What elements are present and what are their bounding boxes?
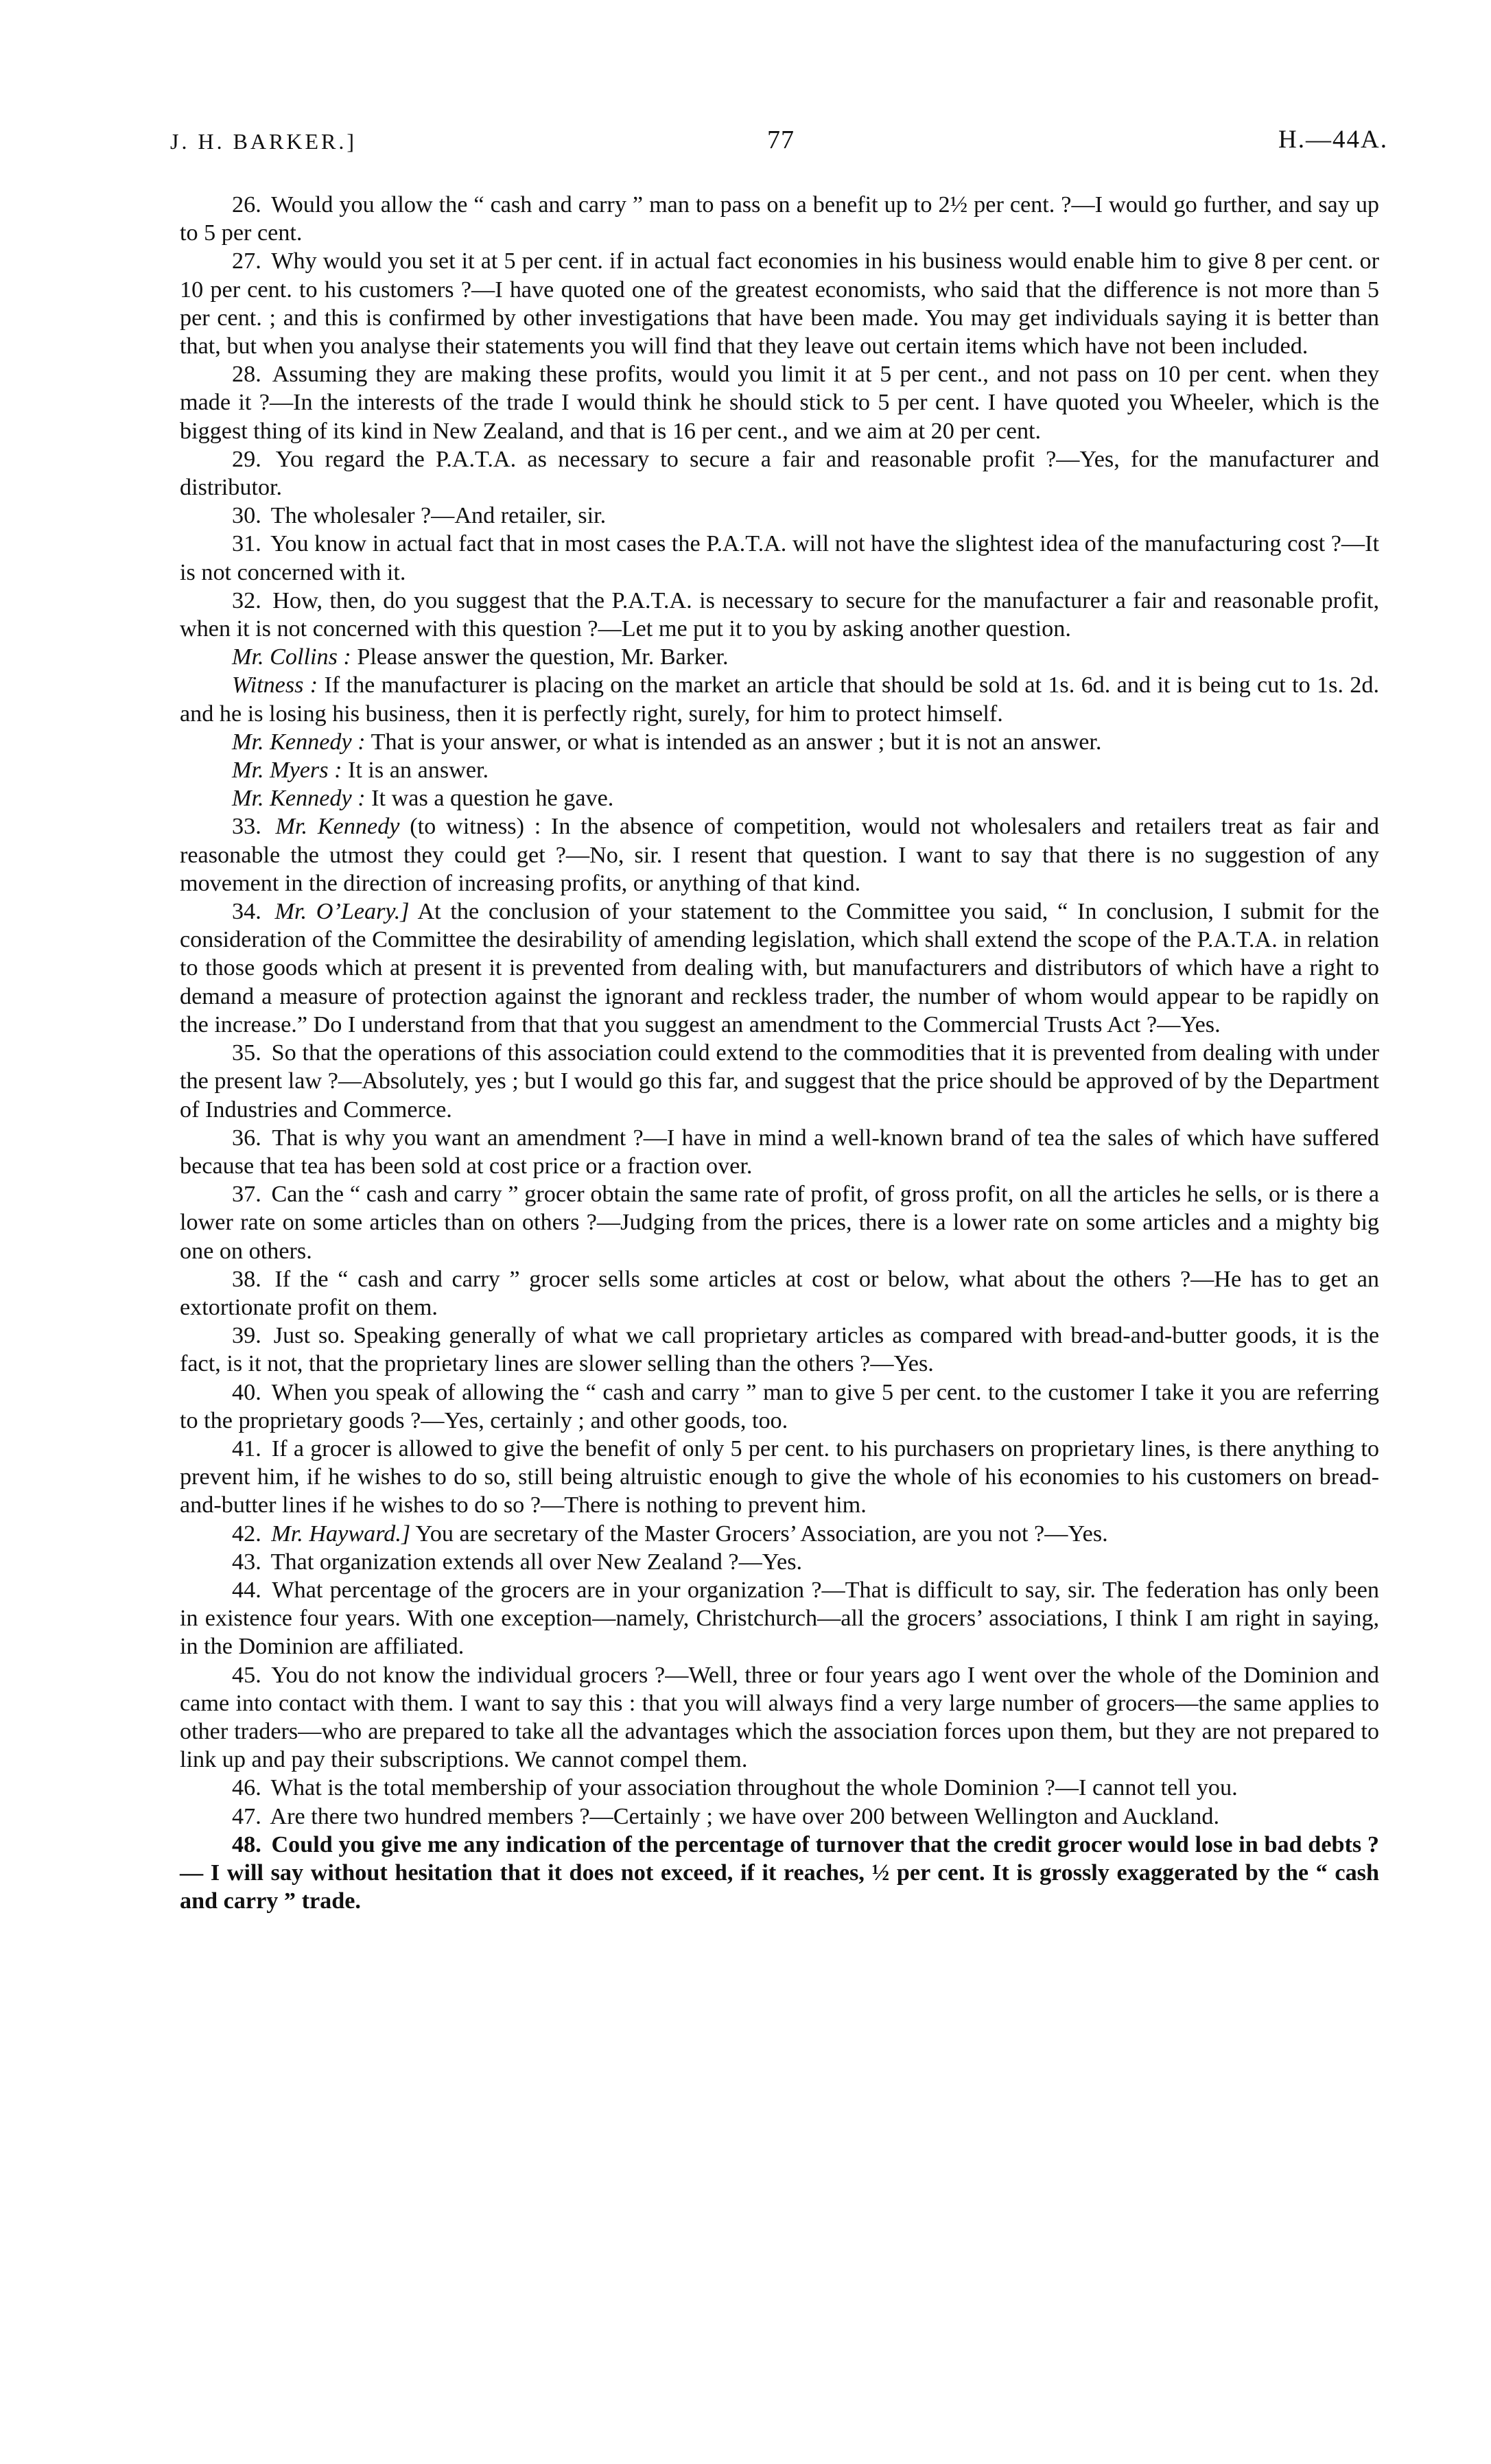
- question-40: 40. When you speak of allowing the “ cash and carry ” man to give 5 per cent. to the customer I take it you are referring to the proprietary goods ?—Yes, certainly ; and other goods, too.: [180, 1379, 1379, 1433]
- page-number: 77: [767, 126, 795, 154]
- paper-reference: H.—44A.: [1278, 126, 1388, 154]
- speaker-name: Mr. Myers :: [232, 758, 342, 784]
- transcript-body: [180, 191, 1379, 1915]
- question-35: 35. So that the operations of this association could extend to the commodities that it is prevented from dealing with under the present law ?—Absolutely, yes ; but I would go this far, and suggest that the price should be approved of by the Department of Industries and Commerce.: [180, 1040, 1379, 1123]
- speaker-name: Mr. Kennedy :: [232, 786, 366, 812]
- question-38: 38. If the “ cash and carry ” grocer sells some articles at cost or below, what about the others ?—He has to get an extortionate profit on them.: [180, 1266, 1380, 1320]
- question-43: 43. That organization extends all over New Zealand ?—Yes.: [232, 1549, 803, 1575]
- speaker-name: Mr. O’Leary.]: [274, 899, 410, 925]
- speaker-name: Witness :: [232, 672, 318, 699]
- question-29: 29. You regard the P.A.T.A. as necessary to secure a fair and reasonable profit ?—Yes, for the manufacturer and distributor.: [180, 446, 1380, 501]
- question-33: 33. Mr. Kennedy (to witness) : In the absence of competition, would not wholesalers and retailers treat as fair and reasonable the utmost they could get ?—No, sir. I resent that question. I want to say that there is no suggestion of any movement in the direction of increasing profits, or anything of that kind.: [180, 814, 1380, 896]
- question-48: 48. Could you give me any indication of the percentage of turnover that the credit grocer would lose in bad debts ? — I will say without hesitation that it does not exceed, if it reaches, ½ per cent. It is grossly exaggerated by the “ cash and carry ” trade.: [180, 1831, 1380, 1914]
- speaker-statement: Mr. Kennedy : It was a question he gave.: [232, 786, 614, 812]
- question-42: 42. Mr. Hayward.] You are secretary of the Master Grocers’ Association, are you not ?—Yes.: [232, 1521, 1108, 1547]
- speaker-name: Mr. Hayward.]: [271, 1521, 411, 1547]
- question-32: 32. How, then, do you suggest that the P.A.T.A. is necessary to secure for the manufacturer a fair and reasonable profit, when it is not concerned with this question ?—Let me put it to you by asking another question.: [180, 587, 1380, 642]
- question-31: 31. You know in actual fact that in most cases the P.A.T.A. will not have the slightest idea of the manufacturing cost ?—It is not concerned with it.: [180, 531, 1379, 585]
- page-header: [170, 125, 1388, 166]
- question-39: 39. Just so. Speaking generally of what we call proprietary articles as compared with bread-and-butter goods, it is the fact, is it not, that the proprietary lines are slower selling than the others ?—Yes.: [180, 1323, 1380, 1377]
- question-30: 30. The wholesaler ?—And retailer, sir.: [232, 503, 607, 529]
- question-26: 26. Would you allow the “ cash and carry ” man to pass on a benefit up to 2½ per cent. ?—I would go further, and say up to 5 per cent.: [180, 192, 1380, 246]
- speaker-statement: Mr. Myers : It is an answer.: [232, 758, 489, 784]
- question-28: 28. Assuming they are making these profits, would you limit it at 5 per cent., and not pass on 10 per cent. when they made it ?—In the interests of the trade I would think he should stick to 5 per cent. I have quoted you Wheeler, which is the biggest thing of its kind in New Zealand, and that is 16 per cent., and we aim at 20 per cent.: [180, 362, 1379, 444]
- question-41: 41. If a grocer is allowed to give the benefit of only 5 per cent. to his purchasers on proprietary lines, is there anything to prevent him, if he wishes to do so, still being altruistic enough to give the whole of his economies to his customers on bread-and-butter lines if he wishes to do so ?—There is nothing to prevent him.: [180, 1435, 1380, 1518]
- question-44: 44. What percentage of the grocers are in your organization ?—That is difficult to say, sir. The federation has only been in existence four years. With one exception—namely, Christchurch—all the grocers’ associations, I think I am right in saying, in the Dominion are affiliated.: [180, 1577, 1379, 1660]
- question-27: 27. Why would you set it at 5 per cent. if in actual fact economies in his business would enable him to give 8 per cent. or 10 per cent. to his customers ?—I have quoted one of the greatest economists, who said that the difference is not more than 5 per cent. ; and this is confirmed by other investigations that have been made. You may get individuals saying it is better than that, but when you analyse their statements you will find that they leave out certain items which have not been included.: [180, 248, 1380, 360]
- speaker-statement: Mr. Collins : Please answer the question, Mr. Barker.: [232, 644, 729, 670]
- question-46: 46. What is the total membership of your association throughout the whole Dominion ?—I cannot tell you.: [232, 1775, 1238, 1801]
- question-34: 34. Mr. O’Leary.] At the conclusion of your statement to the Committee you said, “ In conclusion, I submit for the consideration of the Committee the desirability of amending legislation, which shall extend the scope of the P.A.T.A. in relation to those goods which at present it is prevented from dealing with, but manufacturers and distributors of which have a right to demand a measure of protection against the ignorant and reckless trader, the number of whom would appear to be rapidly on the increase.” Do I understand from that that you suggest an amendment to the Commercial Trusts Act ?—Yes.: [180, 899, 1379, 1037]
- speaker-name: Mr. Collins :: [232, 644, 351, 670]
- question-47: 47. Are there two hundred members ?—Certainly ; we have over 200 between Wellington and Auckland.: [232, 1803, 1220, 1829]
- witness-statement: Witness : If the manufacturer is placing on the market an article that should be sold at 1s. 6d. and it is being cut to 1s. 2d. and he is losing his business, then it is perfectly right, surely, for him to protect himself.: [180, 672, 1380, 727]
- question-45: 45. You do not know the individual grocers ?—Well, three or four years ago I went over the whole of the Dominion and came into contact with them. I want to say this : that you will always find a very large number of grocers—the same applies to other traders—who are prepared to take all the advantages which the association forces upon them, but they are not prepared to link up and pay their subscriptions. We cannot compel them.: [180, 1662, 1379, 1773]
- witness-name: J. H. BARKER.]: [170, 129, 357, 154]
- question-37: 37. Can the “ cash and carry ” grocer obtain the same rate of profit, of gross profit, on all the articles he sells, or is there a lower rate on some articles than on others ?—Judging from the prices, there is a lower rate on some articles and a mighty big one on others.: [180, 1182, 1379, 1264]
- speaker-name: Mr. Kennedy :: [232, 729, 366, 755]
- question-36: 36. That is why you want an amendment ?—I have in mind a well-known brand of tea the sales of which have suffered because that tea has been sold at cost price or a fraction over.: [180, 1125, 1380, 1179]
- speaker-name: Mr. Kennedy: [275, 814, 400, 840]
- speaker-statement: Mr. Kennedy : That is your answer, or what is intended as an answer ; but it is not an answer.: [232, 729, 1102, 755]
